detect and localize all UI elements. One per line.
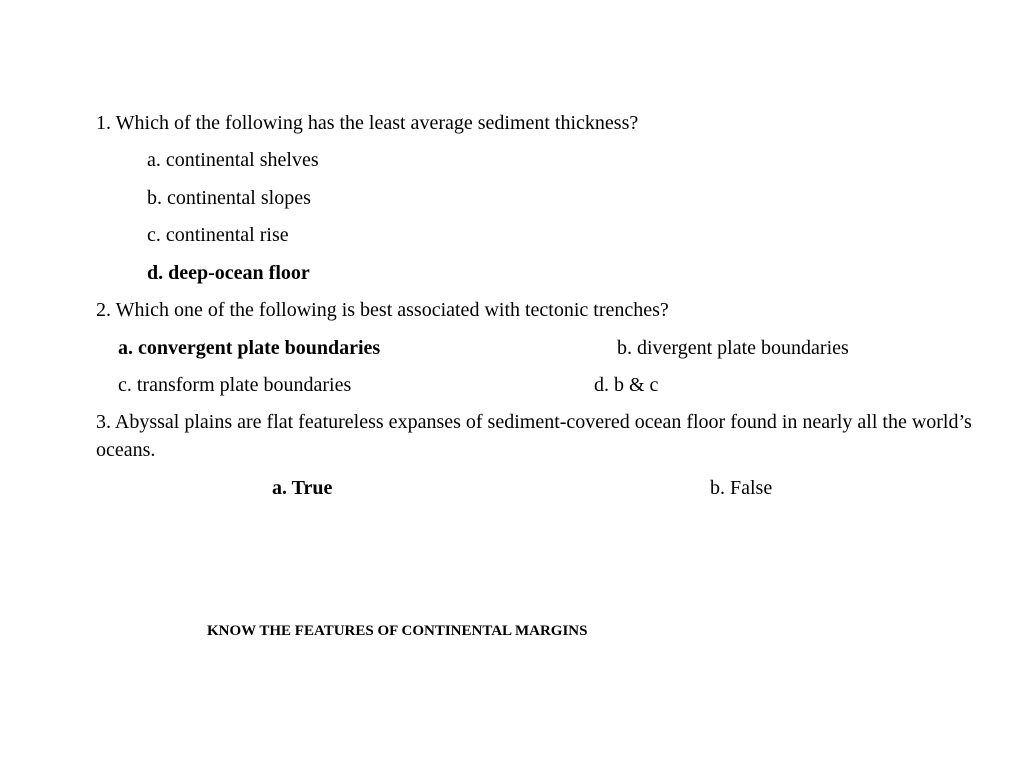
question-3-option-b: b. False: [710, 477, 773, 499]
study-note: KNOW THE FEATURES OF CONTINENTAL MARGINS: [207, 623, 588, 639]
question-2-text: 2. Which one of the following is best associated with tectonic trenches?: [96, 299, 669, 321]
question-2-option-a-answer: a. convergent plate boundaries: [118, 337, 381, 359]
question-1-option-a: a. continental shelves: [147, 149, 319, 171]
question-3-text: 3. Abyssal plains are flat featureless expanses of sediment-covered ocean floor found in nearly all the world’s oceans.: [96, 411, 972, 461]
question-2-option-d: d. b & c: [594, 374, 659, 396]
question-3-option-a-answer: a. True: [272, 477, 333, 499]
question-1-option-d-answer: d. deep-ocean floor: [147, 262, 310, 284]
question-2-option-b: b. divergent plate boundaries: [617, 337, 849, 359]
question-2-option-c: c. transform plate boundaries: [118, 374, 352, 396]
question-1-option-c: c. continental rise: [147, 224, 289, 246]
question-1-option-b: b. continental slopes: [147, 187, 311, 209]
question-1-text: 1. Which of the following has the least average sediment thickness?: [96, 112, 639, 134]
